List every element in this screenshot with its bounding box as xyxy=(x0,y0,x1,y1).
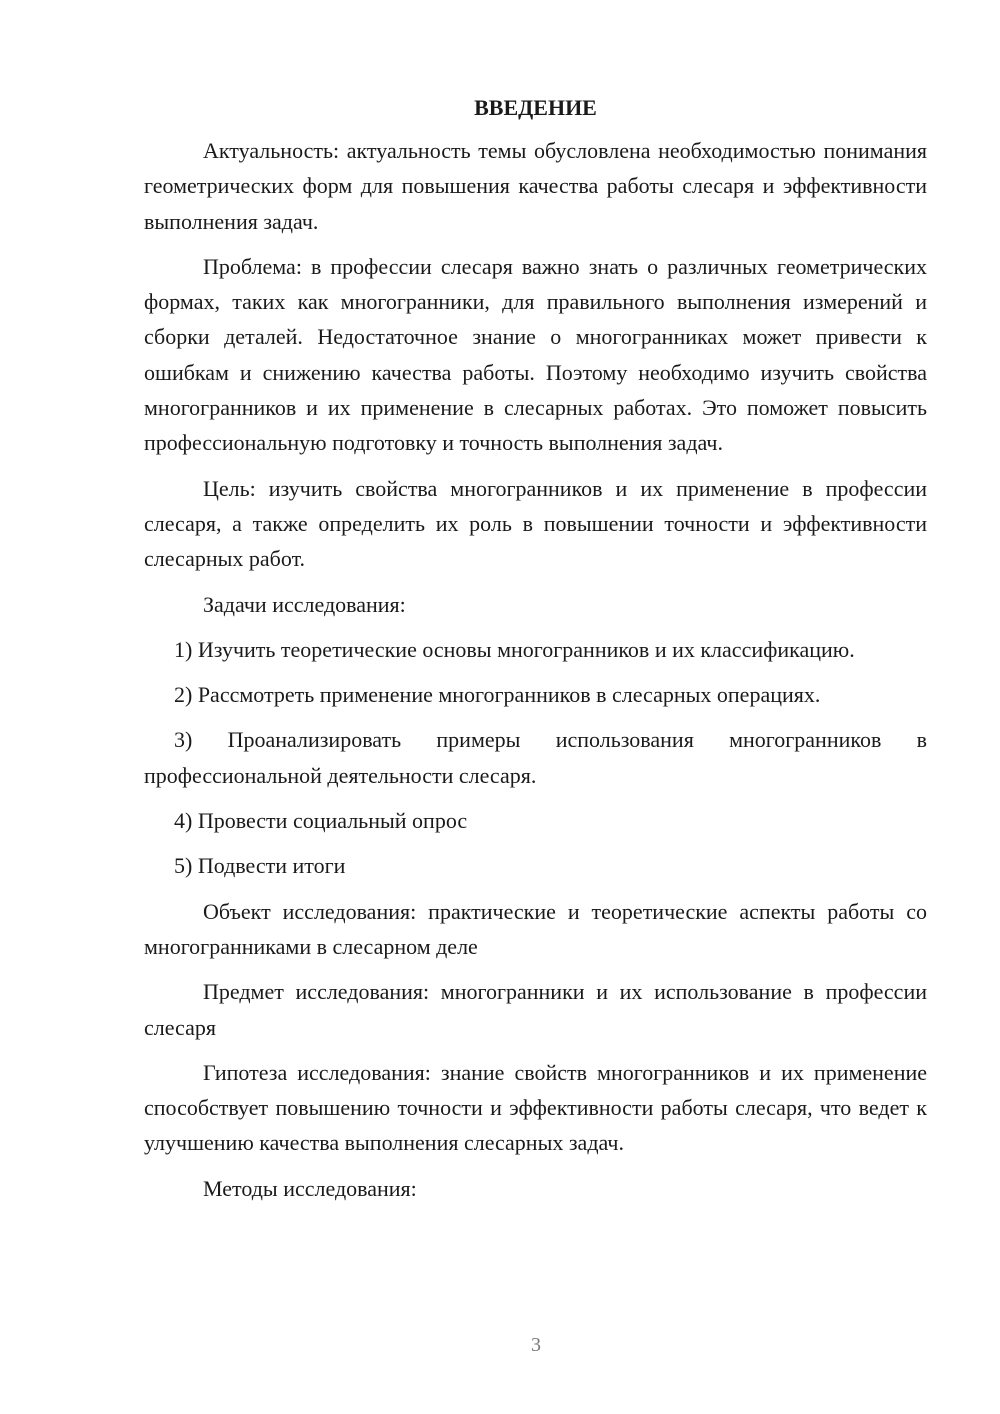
task-item-2: 2) Рассмотреть применение многогранников в слесарных операциях. xyxy=(174,682,821,708)
paragraph-hypothesis: Гипотеза исследования: знание свойств многогранников и их применение способствует повышению точности и эффективности работы слесаря, что ведет к улучшению качества выполнения слесарных задач. xyxy=(144,1059,927,1156)
paragraph-methods: Методы исследования: xyxy=(203,1175,417,1201)
paragraph-tasks-heading: Задачи исследования: xyxy=(203,591,406,617)
page-content xyxy=(144,90,927,1216)
page-number: 3 xyxy=(531,1334,541,1356)
paragraph-relevance: Актуальность: актуальность темы обусловлена необходимостью понимания геометрических форм для повышения качества работы слесаря и эффективности выполнения задач. xyxy=(144,138,927,234)
paragraph-subject: Предмет исследования: многогранники и их использование в профессии слесаря xyxy=(144,979,927,1040)
task-item-5: 5) Подвести итоги xyxy=(174,853,346,879)
section-title: ВВЕДЕНИЕ xyxy=(474,95,597,120)
paragraph-goal: Цель: изучить свойства многогранников и их применение в профессии слесаря, а также определить их роль в повышении точности и эффективности слесарных работ. xyxy=(144,475,927,572)
task-item-3: 3) Проанализировать примеры использования многогранников в профессиональной деятельности слесаря. xyxy=(144,727,927,788)
paragraph-problem: Проблема: в профессии слесаря важно знать о различных геометрических формах, таких как многогранники, для правильного выполнения измерений и сборки деталей. Недостаточное знание о многогранниках может привести к ошибкам и снижению качества работы. Поэтому необходимо изучить свойства многогранников и их применение в слесарных работах. Это поможет повысить профессиональную подготовку и точность выполнения задач. xyxy=(144,253,927,456)
task-item-4: 4) Провести социальный опрос xyxy=(174,808,468,834)
task-item-1: 1) Изучить теоретические основы многогранников и их классификацию. xyxy=(174,636,855,662)
paragraph-object: Объект исследования: практические и теоретические аспекты работы со многогранниками в слесарном деле xyxy=(144,898,927,959)
